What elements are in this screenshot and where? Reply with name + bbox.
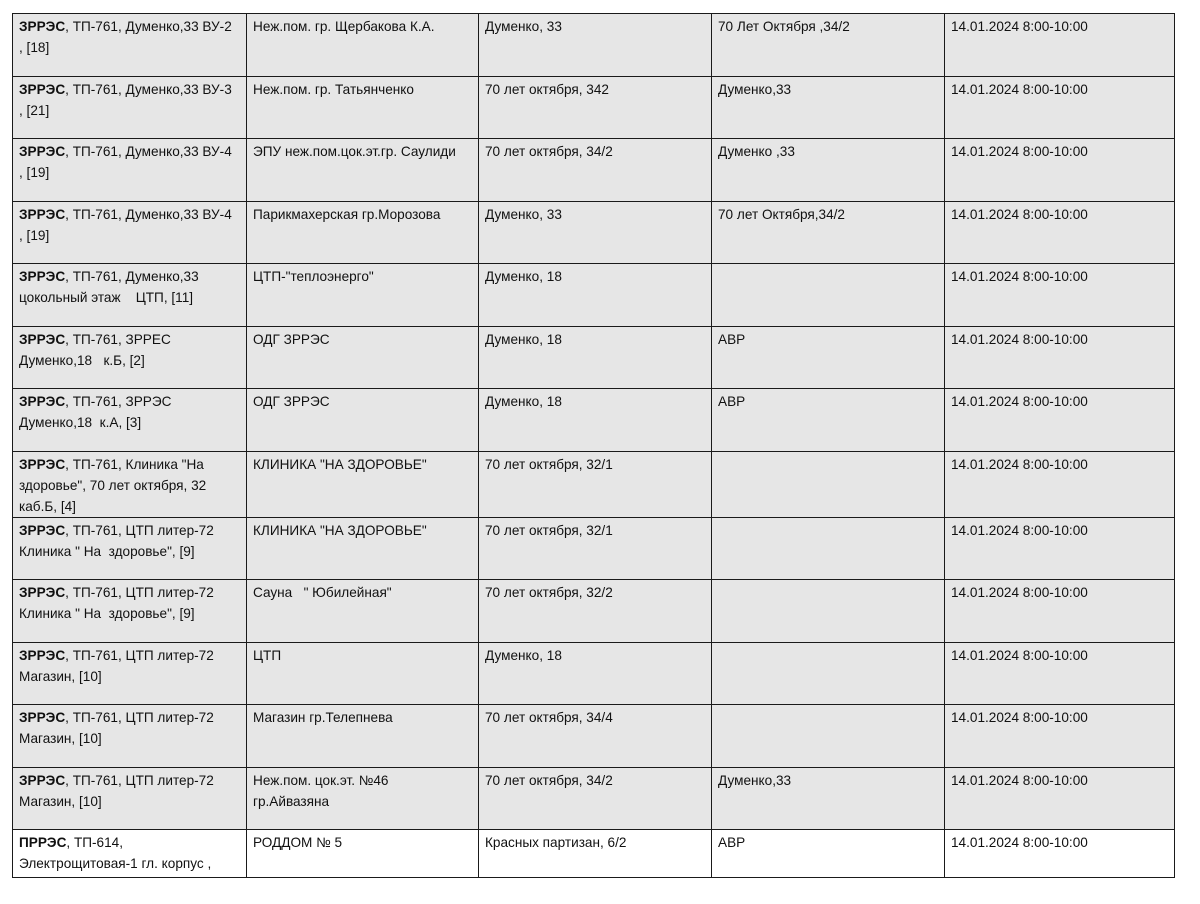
consumer-cell: РОДДОМ № 5 [247,830,479,878]
reserve-cell: Думенко,33 [712,76,945,139]
consumer-cell: ЭПУ неж.пом.цок.эт.гр. Саулиди [247,139,479,202]
time-cell: 14.01.2024 8:00-10:00 [945,389,1175,452]
time-cell: 14.01.2024 8:00-10:00 [945,517,1175,580]
object-description: , ТП-761, Думенко,33 цокольный этаж ЦТП, [11] [19,269,199,305]
table-row [13,451,1175,517]
time-cell: 14.01.2024 8:00-10:00 [945,76,1175,139]
reserve-cell: 70 Лет Октября ,34/2 [712,14,945,77]
reserve-cell [712,580,945,643]
outage-table-body [13,14,1175,878]
consumer-cell: Парикмахерская гр.Морозова [247,201,479,264]
table-row [13,517,1175,580]
object-description: , ТП-761, ЦТП литер-72 Клиника " На здоровье", [9] [19,522,214,559]
reserve-cell [712,264,945,327]
table-row [13,705,1175,768]
org-name: ЗРРЭС [19,19,66,34]
reserve-cell: Думенко,33 [712,767,945,830]
reserve-cell [712,705,945,768]
object-description: , ТП-761, Думенко,33 ВУ-2 , [18] [19,19,232,55]
address-cell: 70 лет октября, 32/1 [479,517,712,580]
table-row [13,642,1175,705]
consumer-cell: Неж.пом. гр. Татьянченко [247,76,479,139]
outage-table [12,13,1175,878]
table-row [13,201,1175,264]
time-cell: 14.01.2024 8:00-10:00 [945,705,1175,768]
address-cell: Красных партизан, 6/2 [479,830,712,878]
org-name: ЗРРЭС [19,206,66,222]
address-cell: 70 лет октября, 32/2 [479,580,712,643]
org-name: ЗРРЭС [19,522,66,538]
address-cell: Думенко, 18 [479,642,712,705]
object-description: , ТП-761, Думенко,33 ВУ-4 , [19] [19,144,232,180]
address-cell: 70 лет октября, 342 [479,76,712,139]
time-cell: 14.01.2024 8:00-10:00 [945,326,1175,389]
table-row [13,389,1175,452]
consumer-cell: КЛИНИКА "НА ЗДОРОВЬЕ" [247,517,479,580]
table-row [13,139,1175,202]
time-cell: 14.01.2024 8:00-10:00 [945,830,1175,878]
time-cell: 14.01.2024 8:00-10:00 [945,201,1175,264]
object-description: , ТП-761, ЦТП литер-72 Клиника " На здоровье", [9] [19,585,214,621]
time-cell: 14.01.2024 8:00-10:00 [945,767,1175,830]
object-cell [13,264,247,327]
consumer-cell: Неж.пом. цок.эт. №46 гр.Айвазяна [247,767,479,830]
consumer-cell: Магазин гр.Телепнева [247,705,479,768]
org-name: ЗРРЭС [19,772,66,788]
address-cell: Думенко, 18 [479,389,712,452]
org-name: ЗРРЭС [19,394,66,409]
object-description: , ТП-761, Думенко,33 ВУ-3 , [21] [19,81,232,118]
table-row [13,830,1175,878]
reserve-cell: Думенко ,33 [712,139,945,202]
reserve-cell: 70 лет Октября,34/2 [712,201,945,264]
object-cell [13,389,247,452]
org-name: ЗРРЭС [19,331,66,347]
reserve-cell: АВР [712,389,945,452]
object-cell [13,580,247,643]
org-name: ЗРРЭС [19,144,66,159]
consumer-cell: ЦТП [247,642,479,705]
time-cell: 14.01.2024 8:00-10:00 [945,139,1175,202]
object-cell [13,326,247,389]
address-cell: 70 лет октября, 34/2 [479,767,712,830]
org-name: ЗРРЭС [19,710,66,725]
reserve-cell: АВР [712,326,945,389]
consumer-cell: ОДГ ЗРРЭС [247,389,479,452]
consumer-cell: ЦТП-"теплоэнерго" [247,264,479,327]
object-description: , ТП-761, ЦТП литер-72 Магазин, [10] [19,647,214,684]
org-name: ЗРРЭС [19,647,66,663]
address-cell: Думенко, 33 [479,14,712,77]
object-cell [13,76,247,139]
consumer-cell: ОДГ ЗРРЭС [247,326,479,389]
consumer-cell: Неж.пом. гр. Щербакова К.А. [247,14,479,77]
reserve-cell [712,642,945,705]
object-cell [13,767,247,830]
object-description: , ТП-761, Клиника "На здоровье", 70 лет октября, 32 каб.Б, [4] [19,456,207,514]
object-cell [13,705,247,768]
reserve-cell [712,517,945,580]
object-description: , ТП-614, Электрощитовая-1 гл. корпус , [19,835,212,871]
org-name: ЗРРЭС [19,269,66,284]
table-row [13,76,1175,139]
consumer-cell: Сауна " Юбилейная" [247,580,479,643]
time-cell: 14.01.2024 8:00-10:00 [945,580,1175,643]
address-cell: 70 лет октября, 32/1 [479,451,712,517]
org-name: ЗРРЭС [19,81,66,97]
reserve-cell: АВР [712,830,945,878]
time-cell: 14.01.2024 8:00-10:00 [945,451,1175,517]
reserve-cell [712,451,945,517]
object-cell [13,139,247,202]
object-description: , ТП-761, Думенко,33 ВУ-4 , [19] [19,206,232,243]
object-description: , ТП-761, ЦТП литер-72 Магазин, [10] [19,710,214,746]
object-cell [13,830,247,878]
object-cell [13,517,247,580]
address-cell: Думенко, 33 [479,201,712,264]
table-row [13,767,1175,830]
time-cell: 14.01.2024 8:00-10:00 [945,642,1175,705]
object-cell [13,14,247,77]
object-description: , ТП-761, ЦТП литер-72 Магазин, [10] [19,772,214,809]
address-cell: 70 лет октября, 34/4 [479,705,712,768]
outage-table-container [12,13,1175,878]
object-cell [13,201,247,264]
time-cell: 14.01.2024 8:00-10:00 [945,264,1175,327]
object-cell [13,642,247,705]
org-name: ЗРРЭС [19,585,66,600]
consumer-cell: КЛИНИКА "НА ЗДОРОВЬЕ" [247,451,479,517]
org-name: ЗРРЭС [19,456,66,472]
address-cell: Думенко, 18 [479,326,712,389]
object-cell [13,451,247,517]
table-row [13,326,1175,389]
table-row [13,14,1175,77]
object-description: , ТП-761, ЗРРЕС Думенко,18 к.Б, [2] [19,331,171,368]
address-cell: 70 лет октября, 34/2 [479,139,712,202]
org-name: ПРРЭС [19,835,67,850]
address-cell: Думенко, 18 [479,264,712,327]
time-cell: 14.01.2024 8:00-10:00 [945,14,1175,77]
object-description: , ТП-761, ЗРРЭС Думенко,18 к.А, [3] [19,394,172,430]
table-row [13,264,1175,327]
table-row [13,580,1175,643]
